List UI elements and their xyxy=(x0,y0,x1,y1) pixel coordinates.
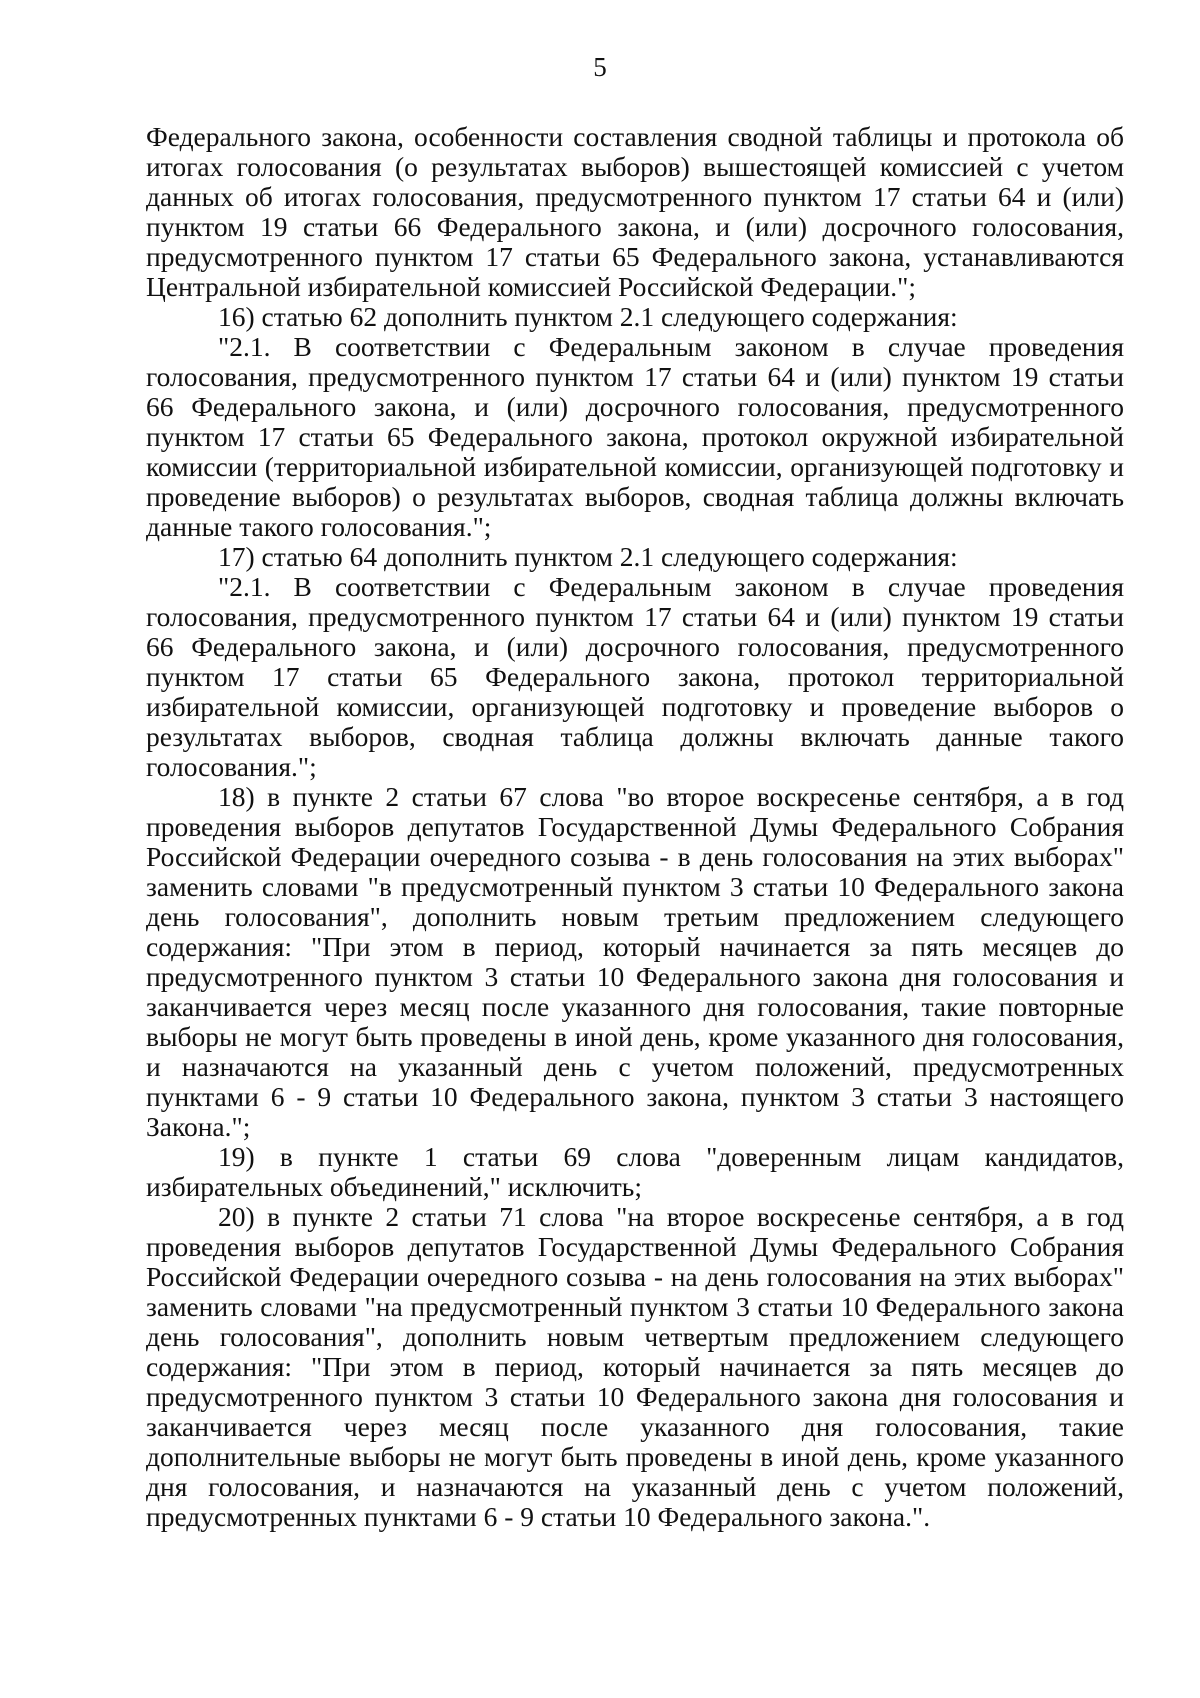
paragraph-quote-64-2-1: "2.1. В соответствии с Федеральным законом в случае проведения голосования, предусмотренного пунктом 17 статьи 64 и (или) пунктом 19 статьи 66 Федерального закона, и (или) досрочного голосования, предусмотренного пунктом 17 статьи 65 Федерального закона, протокол территориальной избирательной комиссии, организующей подготовку и проведение выборов о результатах выборов, сводная таблица должны включать данные такого голосования."; xyxy=(146,571,1124,782)
paragraph-continuation: Федерального закона, особенности составления сводной таблицы и протокола об итогах голосования (о результатах выборов) вышестоящей комиссией с учетом данных об итогах голосования, предусмотренного пунктом 17 статьи 64 и (или) пунктом 19 статьи 66 Федерального закона, и (или) досрочного голосования, предусмотренного пунктом 17 статьи 65 Федерального закона, устанавливаются Центральной избирательной комиссией Российской Федерации."; xyxy=(146,121,1124,302)
paragraph-item-18: 18) в пункте 2 статьи 67 слова "во второе воскресенье сентября, а в год проведения выборов депутатов Государственной Думы Федерального Собрания Российской Федерации очередного созыва - в день голосования на этих выборах" заменить словами "в предусмотренный пунктом 3 статьи 10 Федерального закона день голосования", дополнить новым третьим предложением следующего содержания: "При этом в период, который начинается за пять месяцев до предусмотренного пунктом 3 статьи 10 Федерального закона дня голосования и заканчивается через месяц после указанного дня голосования, такие повторные выборы не могут быть проведены в иной день, кроме указанного дня голосования, и назначаются на указанный день с учетом положений, предусмотренных пунктами 6 - 9 статьи 10 Федерального закона, пунктом 3 статьи 3 настоящего Закона."; xyxy=(146,781,1124,1142)
paragraph-quote-62-2-1: "2.1. В соответствии с Федеральным законом в случае проведения голосования, предусмотренного пунктом 17 статьи 64 и (или) пунктом 19 статьи 66 Федерального закона, и (или) досрочного голосования, предусмотренного пунктом 17 статьи 65 Федерального закона, протокол окружной избирательной комиссии (территориальной избирательной комиссии, организующей подготовку и проведение выборов) о результатах выборов, сводная таблица должны включать данные такого голосования."; xyxy=(146,331,1124,542)
paragraph-item-16: 16) статью 62 дополнить пунктом 2.1 следующего содержания: xyxy=(218,301,958,332)
page-number: 5 xyxy=(593,52,607,82)
paragraph-item-19: 19) в пункте 1 статьи 69 слова "доверенным лицам кандидатов, избирательных объединений," исключить; xyxy=(146,1141,1124,1202)
document-body xyxy=(146,122,1124,1532)
paragraph-item-17: 17) статью 64 дополнить пунктом 2.1 следующего содержания: xyxy=(218,541,958,572)
paragraph-item-20: 20) в пункте 2 статьи 71 слова "на второе воскресенье сентября, а в год проведения выборов депутатов Государственной Думы Федерального Собрания Российской Федерации очередного созыва - на день голосования на этих выборах" заменить словами "на предусмотренный пунктом 3 статьи 10 Федерального закона день голосования", дополнить новым четвертым предложением следующего содержания: "При этом в период, который начинается за пять месяцев до предусмотренного пунктом 3 статьи 10 Федерального закона дня голосования и заканчивается через месяц после указанного дня голосования, такие дополнительные выборы не могут быть проведены в иной день, кроме указанного дня голосования, и назначаются на указанный день с учетом положений, предусмотренных пунктами 6 - 9 статьи 10 Федерального закона.". xyxy=(146,1201,1124,1532)
